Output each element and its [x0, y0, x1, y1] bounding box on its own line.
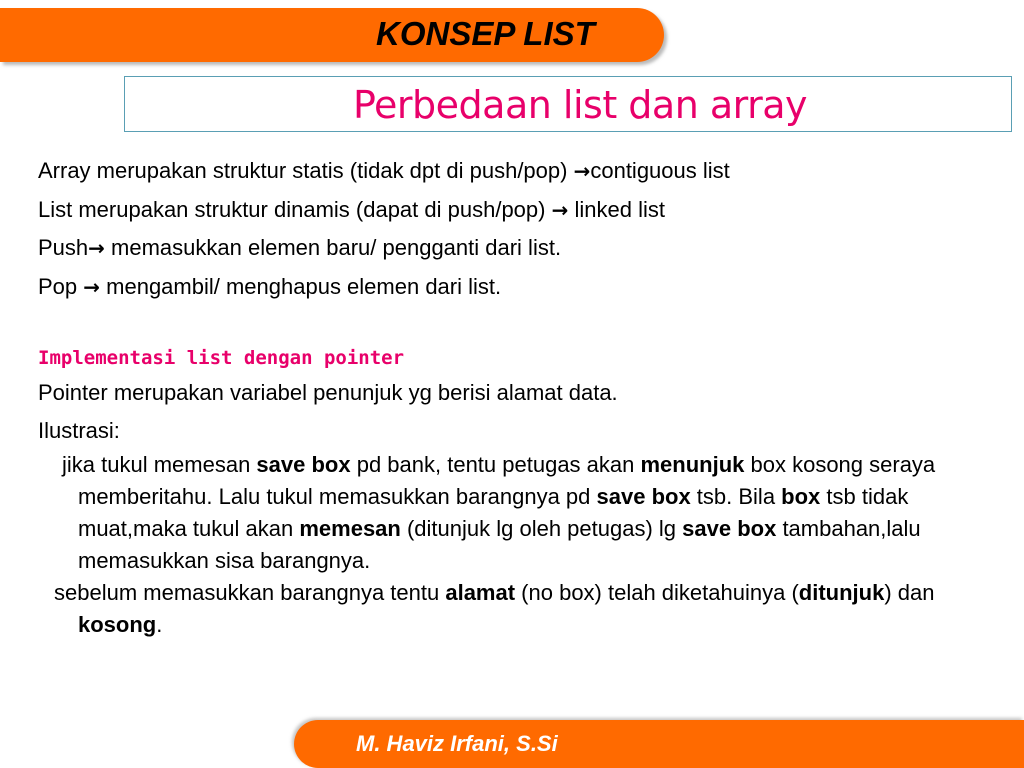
bold-term: save box	[256, 452, 351, 477]
text-line-list	[38, 191, 998, 230]
arrow-right-icon: →	[573, 159, 591, 183]
line-text: List merupakan struktur dinamis (dapat di push/pop)	[38, 196, 552, 222]
paragraph-text: box kosong seraya memberitahu. Lalu tukul memasukkan barangnya pd	[78, 452, 936, 509]
section-heading: Implementasi list dengan pointer	[38, 347, 405, 369]
paragraph-text: ) dan	[884, 580, 935, 605]
paragraph-text: .	[156, 612, 163, 637]
paragraph-text: jika tukul memesan	[62, 452, 257, 477]
bold-term: kosong	[78, 612, 157, 637]
text-line-pop	[38, 268, 998, 307]
paragraph-text: tambahan,lalu memasukkan sisa barangnya.	[78, 516, 921, 573]
line-text: mengambil/ menghapus elemen dari list.	[100, 273, 502, 299]
arrow-right-icon: →	[83, 274, 101, 299]
paragraph-text: sebelum memasukkan barangnya tentu	[54, 580, 446, 605]
arrow-right-icon: →	[88, 236, 105, 260]
line-text: contiguous list	[590, 158, 730, 183]
paragraph-text: tsb. Bila	[690, 484, 782, 509]
paragraph-text: tsb tidak muat,maka tukul akan	[78, 484, 909, 541]
paragraph-text: pd bank, tentu petugas akan	[350, 452, 641, 477]
slide-content	[38, 152, 998, 641]
text-line-push	[38, 229, 998, 268]
paragraph-text: (ditunjuk lg oleh petugas) lg	[400, 516, 683, 541]
line-text: Pop	[38, 273, 84, 299]
illustration-paragraph-1	[38, 449, 988, 577]
bold-term: save box	[682, 516, 777, 541]
bold-term: save box	[596, 484, 691, 509]
line-text: Array merupakan struktur statis (tidak dpt di push/pop)	[38, 158, 574, 183]
ilustrasi-label: Ilustrasi:	[38, 417, 120, 443]
pointer-definition: Pointer merupakan variabel penunjuk yg berisi alamat data.	[38, 380, 618, 405]
bold-term: memesan	[299, 516, 401, 541]
illustration-paragraph-2	[38, 577, 988, 641]
arrow-right-icon: →	[551, 197, 569, 222]
slide-title: KONSEP LIST	[376, 15, 595, 52]
bold-term: box	[781, 484, 821, 509]
spacer	[38, 306, 998, 340]
text-line-array	[38, 152, 998, 191]
bold-term: ditunjuk	[798, 580, 885, 605]
slide-subtitle: Perbedaan list dan array	[352, 83, 808, 127]
bold-term: menunjuk	[640, 452, 745, 477]
paragraph-text: (no box) telah diketahuinya (	[515, 580, 799, 605]
subtitle-box	[124, 76, 1012, 132]
bold-term: alamat	[445, 580, 516, 605]
line-text: memasukkan elemen baru/ pengganti dari list.	[104, 235, 562, 260]
line-text: Push	[38, 235, 89, 260]
line-text: linked list	[568, 196, 665, 222]
footer-author: M. Haviz Irfani, S.Si	[356, 731, 558, 756]
